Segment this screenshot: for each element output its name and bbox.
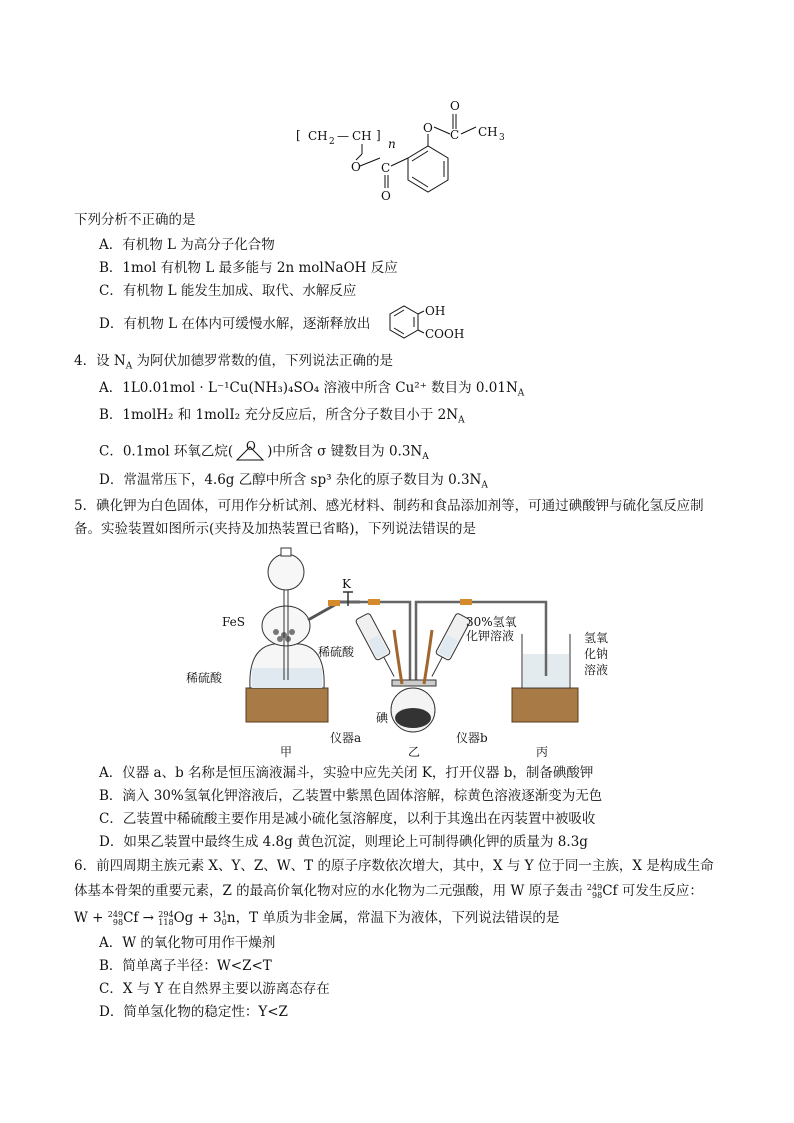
naoh-label-line2: 化钠 <box>584 647 609 661</box>
salicylic-acid-structure <box>384 302 464 344</box>
q4-option-d: D．常温常压下，4.6g 乙醇中所含 sp³ 杂化的原子数目为 $0.3N_A$ <box>99 472 488 491</box>
hydroxyl-label: OH <box>425 304 446 318</box>
polymer-structure <box>290 96 520 206</box>
naoh-label-line3: 溶液 <box>584 663 609 677</box>
apparatus-bing-label: 丙 <box>536 745 549 759</box>
carbonyl-oxygen: O <box>381 189 391 203</box>
acetyl-carbonyl-oxygen: O <box>450 99 460 113</box>
ch2-label: CH <box>308 129 328 143</box>
svg-text:O: O <box>246 441 256 453</box>
bracket-left: [ <box>296 128 301 142</box>
apparatus-jia-label: 甲 <box>280 745 293 759</box>
q6-stem-line2: 体基本骨架的重要元素，Z 的最高价氧化物对应的水化物为二元强酸，用 W 原子轰击 249 98 Cf 可发生反应： <box>74 882 703 900</box>
q5-stem-line1: 5．碘化钾为白色固体，可用作分析试剂、感光材料、制药和食品添加剂等，可通过碘酸钾与硫化氢反应制 <box>74 498 704 514</box>
q3-option-b: B．1mol 有机物 L 最多能与 2n molNaOH 反应 <box>99 260 398 276</box>
q5-option-a: A．仪器 a、b 名称是恒压滴液漏斗，实验中应先关闭 K，打开仪器 b，制备碘酸钾 <box>99 765 594 781</box>
methyl-label: CH <box>478 125 498 139</box>
acetyl-oxygen: O <box>423 121 433 135</box>
instrument-a-label: 仪器a <box>330 731 362 745</box>
q6-stem-line1: 6．前四周期主族元素 X、Y、Z、W、T 的原子序数依次增大，其中，X 与 Y 位于同一主族，X 是构成生命 <box>74 858 714 874</box>
q5-option-b: B．滴入 30%氢氧化钾溶液后，乙装置中紫黑色固体溶解，棕黄色溶液逐渐变为无色 <box>99 788 603 804</box>
q3-option-c: C．有机物 L 能发生加成、取代、水解反应 <box>99 283 357 299</box>
fes-label: FeS <box>222 615 245 629</box>
instrument-b-label: 仪器b <box>456 731 488 745</box>
koh-label-line1: 30%氢氧 <box>466 615 517 629</box>
ch2-subscript: 2 <box>329 137 335 147</box>
acetyl-carbon: C <box>450 128 460 142</box>
ester-oxygen: O <box>351 160 361 174</box>
q4-option-a: A．1L0.01mol · L⁻¹Cu(NH₃)₄SO₄ 溶液中所含 Cu²⁺ 数目为 $0.01N_A$ <box>99 380 525 399</box>
dilute-acid-label-left: 稀硫酸 <box>186 671 223 685</box>
bracket-right: ] <box>376 128 381 142</box>
q4-option-c: C．0.1mol 环氧乙烷( O )中所含 σ 键数目为 $0.3N_A$ <box>99 441 429 463</box>
ch-label: CH <box>352 129 372 143</box>
q6-option-a: A．W 的氧化物可用作干燥剂 <box>99 935 276 951</box>
q5-stem-line2: 备。实验装置如图所示(夹持及加热装置已省略)，下列说法错误的是 <box>74 521 477 537</box>
q6-nuclear-equation: W + 249 98 Cf → 294 118 Og + 3 1 0 n，T 单质为非金属，常温下为液体，下列说法错误的是 <box>74 909 560 927</box>
epoxide-ring-icon <box>233 441 267 463</box>
bond-dash: — <box>337 129 349 143</box>
q4-stem: 4．设 $N_A$ 为阿伏加德罗常数的值，下列说法正确的是 <box>74 353 393 372</box>
q5-option-c: C．乙装置中稀硫酸主要作用是减小硫化氢溶解度，以利于其逸出在丙装置中被吸收 <box>99 811 596 827</box>
carboxyl-label: COOH <box>425 327 464 341</box>
q5-option-d: D．如果乙装置中最终生成 4.8g 黄色沉淀，则理论上可制得碘化钾的质量为 8.3g <box>99 834 588 850</box>
question-intro: 下列分析不正确的是 <box>74 212 196 228</box>
q6-option-c: C．X 与 Y 在自然界主要以游离态存在 <box>99 981 330 997</box>
q4-option-b: B．1molH₂ 和 1molI₂ 充分反应后，所含分子数目小于 $2N_A$ <box>99 407 465 426</box>
q6-option-d: D．简单氢化物的稳定性：Y<Z <box>99 1004 288 1020</box>
dilute-acid-label-middle: 稀硫酸 <box>318 645 355 659</box>
repeat-n: n <box>388 137 396 151</box>
q3-option-a: A．有机物 L 为高分子化合物 <box>99 237 275 253</box>
apparatus-yi-label: 乙 <box>408 745 421 759</box>
q6-option-b: B．简单离子半径：W<Z<T <box>99 958 272 974</box>
q3-option-d: D．有机物 L 在体内可缓慢水解，逐渐释放出 <box>99 316 371 332</box>
koh-label-line2: 化钾溶液 <box>466 629 515 643</box>
naoh-label-line1: 氢氧 <box>584 631 609 645</box>
apparatus-diagram <box>180 540 640 760</box>
iodine-label: 碘 <box>376 711 389 725</box>
carbonyl-carbon: C <box>381 161 391 175</box>
valve-k-label: K <box>342 577 351 591</box>
methyl-subscript: 3 <box>499 133 505 143</box>
